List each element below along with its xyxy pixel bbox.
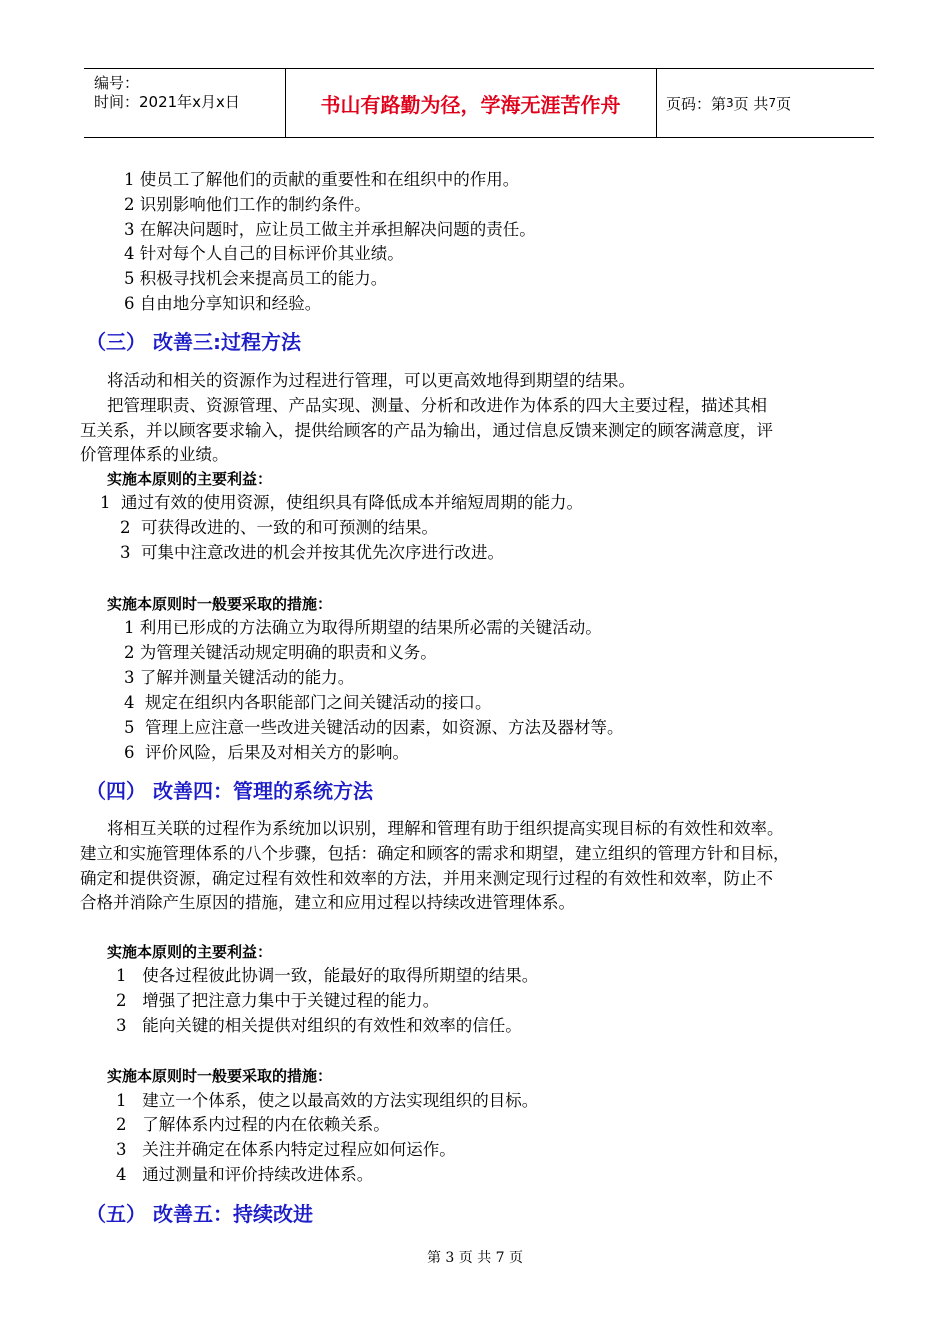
benefits-title: 实施本原则的主要利益： (107, 943, 273, 961)
item-text: 评价风险，后果及对相关方的影响。 (145, 743, 409, 762)
item-number: 6 (124, 743, 135, 762)
header-page-info (666, 69, 791, 137)
item-number: 3 (116, 1140, 127, 1159)
list-item (124, 666, 354, 690)
item-text: 为管理关键活动规定明确的职责和义务。 (139, 643, 437, 662)
item-number: 2 (124, 195, 135, 214)
item-number: 2 (116, 1115, 127, 1134)
paragraph-line: 互关系，并以顾客要求输入，提供给顾客的产品为输出，通过信息反馈来测定的顾客满意度，评 (80, 421, 773, 440)
item-number: 4 (124, 244, 135, 263)
item-text: 在解决问题时，应让员工做主并承担解决问题的责任。 (139, 220, 536, 239)
paragraph-line: 将相互关联的过程作为系统加以识别，理解和管理有助于组织提高实现目标的有效性和效率。 (107, 819, 784, 838)
paragraph-line: 合格并消除产生原因的措施，建立和应用过程以持续改进管理体系。 (80, 893, 575, 912)
list-item (124, 716, 624, 740)
list-item (124, 242, 404, 266)
list-item (124, 741, 409, 765)
paragraph-line: 把管理职责、资源管理、产品实现、测量、分析和改进作为体系的四大主要过程，描述其相 (107, 396, 767, 415)
header-info-cell (84, 69, 286, 137)
item-text: 建立一个体系，使之以最高效的方法实现组织的目标。 (142, 1091, 539, 1110)
item-number: 1 (100, 493, 111, 512)
item-text: 可集中注意改进的机会并按其优先次序进行改进。 (141, 543, 504, 562)
item-text: 通过测量和评价持续改进体系。 (142, 1165, 374, 1184)
item-text: 自由地分享知识和经验。 (139, 294, 322, 313)
page-total: 7 (768, 96, 777, 110)
item-number: 1 (116, 1091, 127, 1110)
page-header (84, 68, 874, 138)
benefits-title: 实施本原则的主要利益： (107, 470, 273, 488)
item-text: 利用已形成的方法确立为取得所期望的结果所必需的关键活动。 (139, 618, 602, 637)
list-item (124, 267, 387, 291)
measures-title: 实施本原则时一般要采取的措施： (107, 1067, 333, 1085)
section-heading-4: （四） 改善四：管理的系统方法 (86, 779, 373, 803)
serial-label: 编号： (94, 74, 140, 92)
list-item (116, 1163, 373, 1187)
list-item (124, 193, 371, 217)
item-text: 使员工了解他们的贡献的重要性和在组织中的作用。 (139, 170, 520, 189)
item-text: 增强了把注意力集中于关键过程的能力。 (142, 991, 440, 1010)
item-number: 3 (124, 668, 135, 687)
item-number: 5 (124, 269, 135, 288)
paragraph-line: 确定和提供资源，确定过程有效性和效率的方法，并用来测定现行过程的有效性和效率，防止不 (80, 869, 773, 888)
list-item (116, 1089, 538, 1113)
item-number: 1 (116, 966, 127, 985)
item-number: 1 (124, 618, 135, 637)
list-item (116, 989, 439, 1013)
time-label: 时间：2021年x月x日 (94, 93, 240, 111)
item-text: 针对每个人自己的目标评价其业绩。 (139, 244, 404, 263)
list-item (124, 616, 602, 640)
list-item (120, 516, 438, 540)
list-item (124, 168, 519, 192)
paragraph: 将活动和相关的资源作为过程进行管理，可以更高效地得到期望的结果。 (107, 371, 635, 390)
item-number: 3 (116, 1016, 127, 1035)
item-text: 识别影响他们工作的制约条件。 (139, 195, 371, 214)
list-item (116, 1113, 390, 1137)
item-text: 管理上应注意一些改进关键活动的因素，如资源、方法及器材等。 (145, 718, 624, 737)
item-number: 2 (124, 643, 135, 662)
item-text: 关注并确定在体系内特定过程应如何运作。 (142, 1140, 456, 1159)
list-item (116, 1014, 522, 1038)
item-text: 规定在组织内各职能部门之间关键活动的接口。 (145, 693, 492, 712)
paragraph-line: 价管理体系的业绩。 (80, 445, 229, 464)
list-item (124, 691, 492, 715)
page-footer: 第 3 页 共 7 页 (426, 1250, 524, 1266)
item-text: 了解体系内过程的内在依赖关系。 (142, 1115, 390, 1134)
item-text: 积极寻找机会来提高员工的能力。 (139, 269, 388, 288)
item-number: 6 (124, 294, 135, 313)
list-item (116, 1138, 456, 1162)
page-number: 3 (726, 96, 734, 110)
paragraph-line: 建立和实施管理体系的八个步骤，包括：确定和顾客的需求和期望，建立组织的管理方针和目标， (80, 844, 790, 863)
section-heading-3: （三） 改善三:过程方法 (86, 330, 301, 354)
item-number: 4 (124, 693, 135, 712)
list-item (124, 292, 321, 316)
section-heading-5: （五） 改善五：持续改进 (86, 1202, 313, 1226)
item-number: 3 (124, 220, 135, 239)
item-number: 4 (116, 1165, 127, 1184)
item-text: 了解并测量关键活动的能力。 (139, 668, 355, 687)
item-text: 通过有效的使用资源，使组织具有降低成本并缩短周期的能力。 (121, 493, 583, 512)
item-text: 可获得改进的、一致的和可预测的结果。 (141, 518, 438, 537)
header-motto: 书山有路勤为径，学海无涯苦作舟 (285, 69, 657, 137)
item-text: 使各过程彼此协调一致，能最好的取得所期望的结果。 (142, 966, 539, 985)
item-number: 3 (120, 543, 131, 562)
item-text: 能向关键的相关提供对组织的有效性和效率的信任。 (142, 1016, 522, 1035)
list-item (116, 964, 538, 988)
list-item (124, 641, 437, 665)
page-prefix: 页码：第 (666, 94, 727, 113)
page-suffix: 页 (776, 94, 792, 113)
list-item (124, 218, 536, 242)
item-number: 2 (120, 518, 131, 537)
list-item (120, 541, 504, 565)
list-item (100, 491, 583, 515)
page-mid: 页 共 (733, 94, 769, 113)
measures-title: 实施本原则时一般要采取的措施： (107, 595, 333, 613)
item-number: 5 (124, 718, 135, 737)
item-number: 1 (124, 170, 135, 189)
item-number: 2 (116, 991, 127, 1010)
